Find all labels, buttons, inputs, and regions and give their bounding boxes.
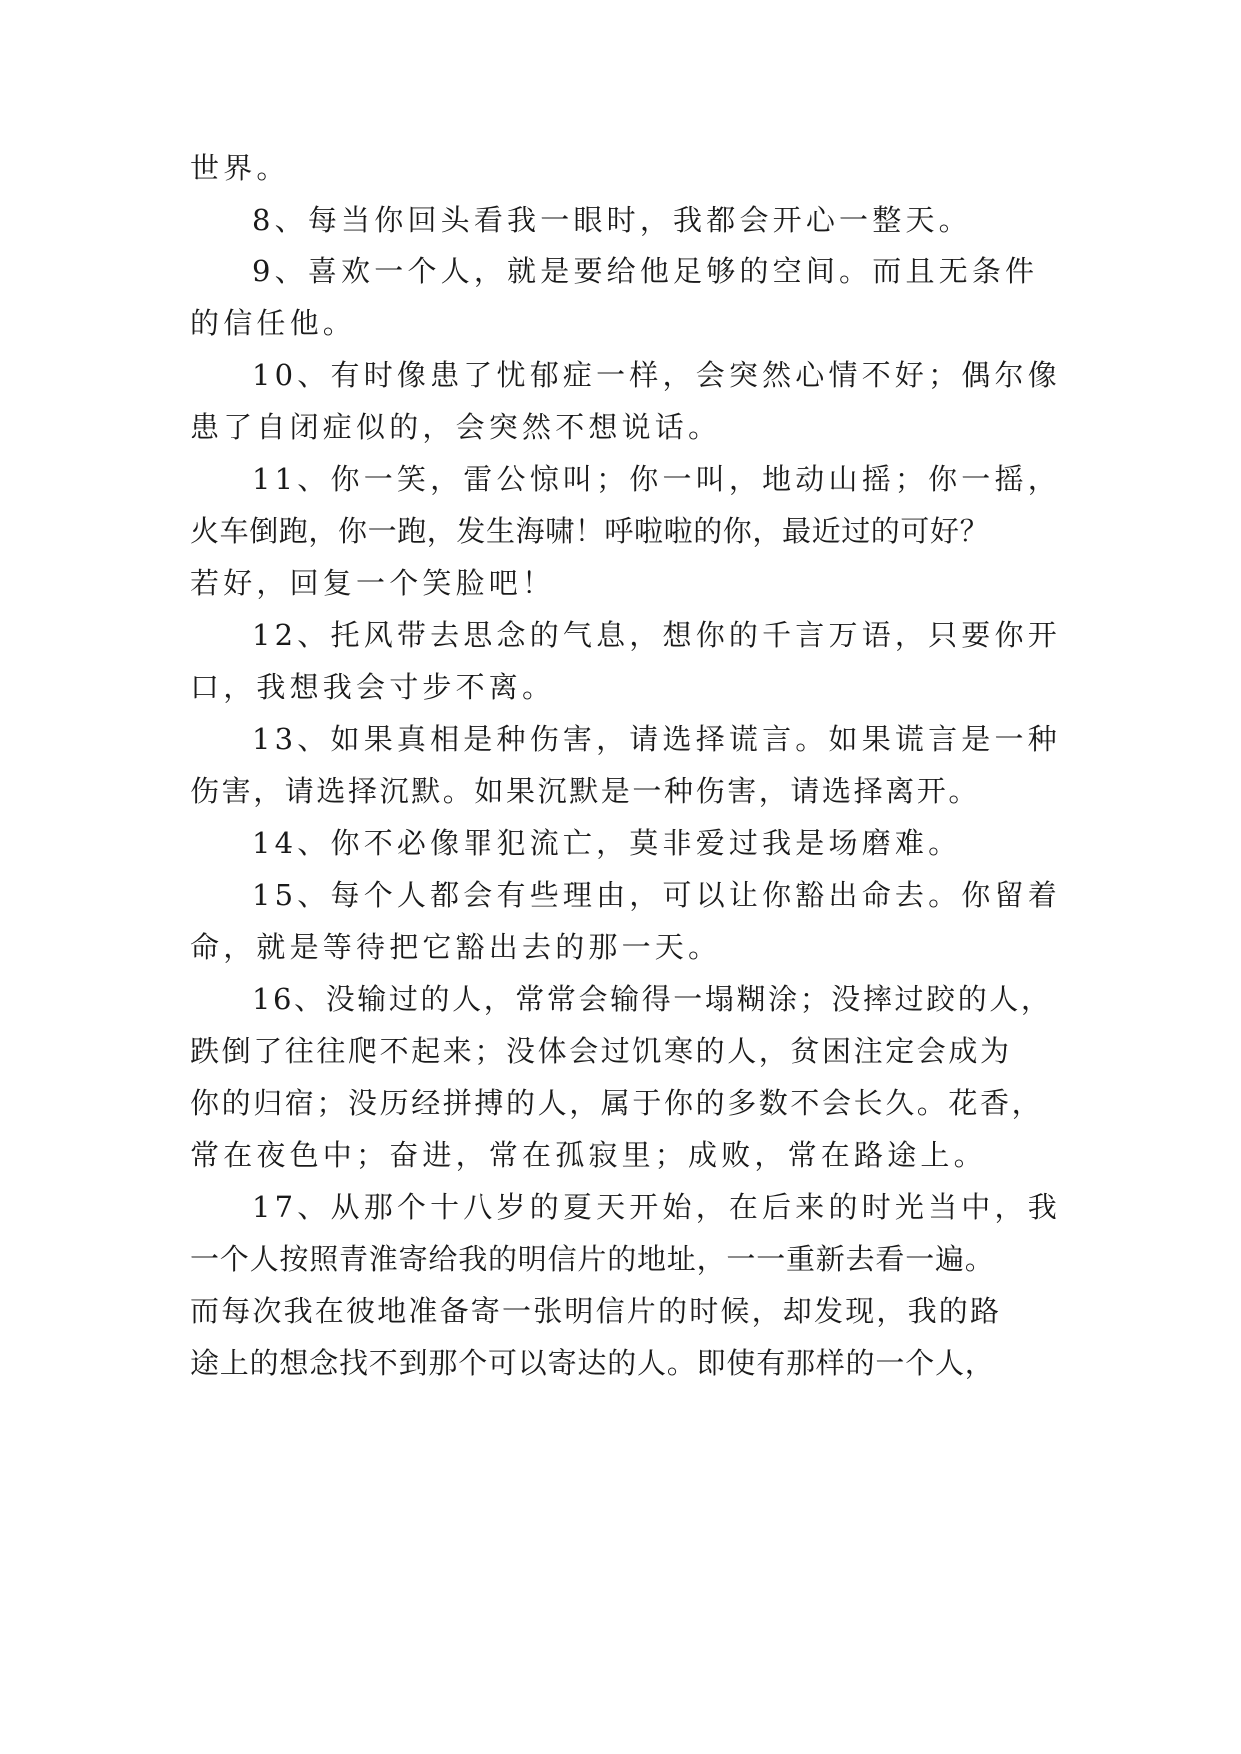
text-line: 若好，回复一个笑脸吧！ [190,566,556,600]
text-line: 跌倒了往往爬不起来；没体会过饥寒的人，贫困注定会成为 [190,1034,1012,1068]
text-line: 9、喜欢一个人，就是要给他足够的空间。而且无条件 [252,254,1039,288]
text-line: 而每次我在彼地准备寄一张明信片的时候，却发现，我的路 [190,1294,1002,1328]
text-line: 15、每个人都会有些理由，可以让你豁出命去。你留着 [252,878,1061,912]
text-line: 常在夜色中；奋进，常在孤寂里；成败，常在路途上。 [190,1138,987,1172]
text-line: 你的归宿；没历经拼搏的人，属于你的多数不会长久。花香， [190,1086,1044,1120]
text-line: 途上的想念找不到那个可以寄达的人。即使有那样的一个人， [190,1346,995,1380]
text-line: 患了自闭症似的，会突然不想说话。 [190,410,722,444]
text-line: 13、如果真相是种伤害，请选择谎言。如果谎言是一种 [252,722,1061,756]
text-line: 一个人按照青淮寄给我的明信片的地址，一一重新去看一遍。 [190,1242,995,1276]
text-line: 8、每当你回头看我一眼时，我都会开心一整天。 [252,203,972,237]
text-line: 口，我想我会寸步不离。 [190,670,556,704]
text-line: 伤害，请选择沉默。如果沉默是一种伤害，请选择离开。 [190,774,981,808]
text-line: 世界。 [190,151,290,185]
text-line: 命，就是等待把它豁出去的那一天。 [190,930,722,964]
text-line: 11、你一笑，雷公惊叫；你一叫，地动山摇；你一摇， [252,462,1061,496]
text-line: 12、托风带去思念的气息，想你的千言万语，只要你开 [252,618,1061,652]
text-line: 的信任他。 [190,306,357,340]
text-line: 火车倒跑，你一跑，发生海啸！呼啦啦的你，最近过的可好？ [190,514,990,548]
text-line: 17、从那个十八岁的夏天开始，在后来的时光当中，我 [252,1190,1061,1224]
text-line: 16、没输过的人，常常会输得一塌糊涂；没摔过跤的人， [252,982,1053,1016]
text-line: 10、有时像患了忧郁症一样，会突然心情不好；偶尔像 [252,358,1061,392]
text-line: 14、你不必像罪犯流亡，莫非爱过我是场磨难。 [252,826,962,860]
